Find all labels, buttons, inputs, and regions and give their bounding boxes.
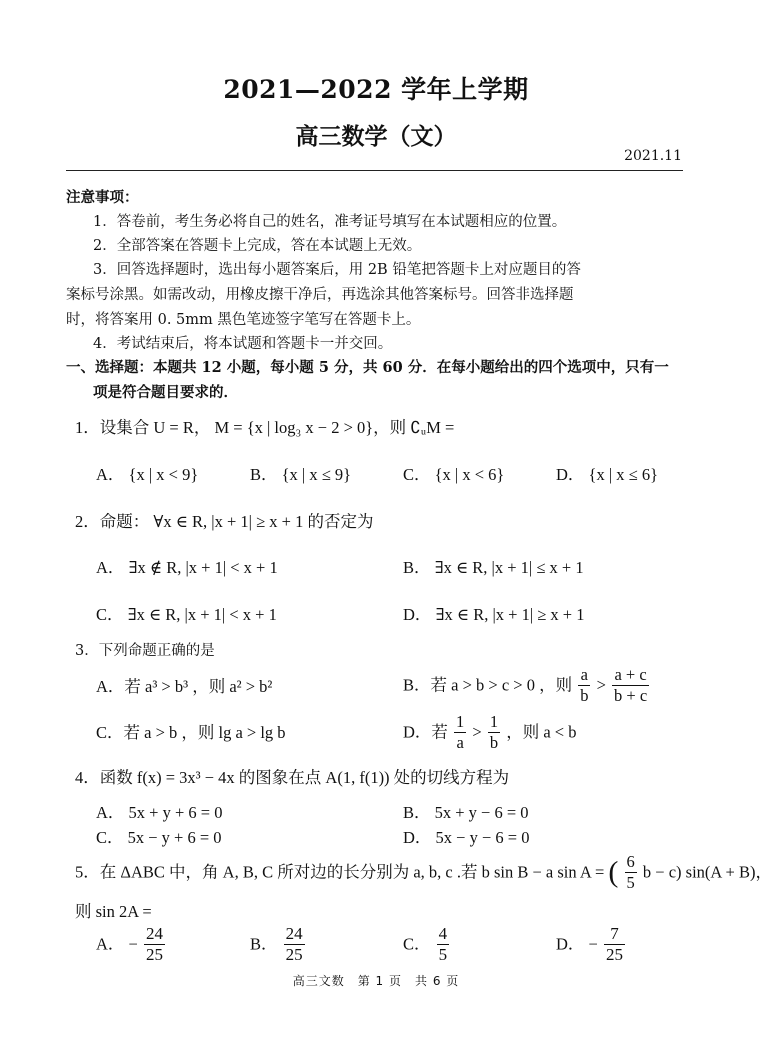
fraction-denominator: 25 xyxy=(145,945,163,964)
fraction-denominator: b + c xyxy=(614,686,648,705)
fraction-numerator: 24 xyxy=(285,924,303,943)
fraction-numerator: 1 xyxy=(456,712,465,731)
q3-option-b xyxy=(403,665,651,706)
q3-option-b-text: B．若 a > b > c > 0 ，则 xyxy=(403,675,573,695)
q5-option-c-fraction xyxy=(437,924,450,965)
q5-option-a-fraction xyxy=(144,924,165,965)
option-label: C． xyxy=(403,934,431,954)
fraction-numerator: 6 xyxy=(626,852,635,871)
exam-title: 2021—2022 学年上学期 xyxy=(223,75,529,104)
q5-option-d xyxy=(556,924,627,965)
q1-stem: 1．设集合 U = R， M = {x | log₃ x − 2 > 0}，则 ∁ᵤM = xyxy=(75,418,455,437)
q1-option-c: C． {x | x < 6} xyxy=(403,465,505,484)
option-label: D． xyxy=(556,934,585,954)
header-divider xyxy=(66,170,683,171)
q2-option-c: C． ∃x ∈ R, |x + 1| < x + 1 xyxy=(96,605,277,624)
q5-option-c xyxy=(403,924,451,965)
q5-stem xyxy=(75,852,772,893)
fraction-numerator: 1 xyxy=(489,712,499,731)
fraction-numerator: a + c xyxy=(612,665,649,686)
q4-option-a: A． 5x + y + 6 = 0 xyxy=(96,803,223,822)
page-footer: 高三文数 第 1 页 共 6 页 xyxy=(292,974,460,988)
q5-option-b xyxy=(250,924,307,965)
greater-than-sign: > xyxy=(596,675,606,695)
q4-stem: 4．函数 f(x) = 3x³ − 4x 的图象在点 A(1, f(1)) 处的切线方程为 xyxy=(75,768,510,787)
notice-item-3: 3．回答选择题时，选出每小题答案后，用 2B 铅笔把答题卡上对应题目的答 xyxy=(93,262,581,278)
notice-item-4: 4．考试结束后，将本试题和答题卡一并交回。 xyxy=(93,336,393,352)
option-label: A． xyxy=(96,934,125,954)
fraction-numerator: 4 xyxy=(438,924,448,943)
q2-stem: 2．命题： ∀x ∈ R, |x + 1| ≥ x + 1 的否定为 xyxy=(75,512,374,531)
minus-sign: − xyxy=(588,934,598,954)
q3-option-d-conclusion: ，则 a < b xyxy=(506,722,577,742)
exam-date: 2021.11 xyxy=(624,148,682,164)
open-paren: ( xyxy=(608,855,619,889)
minus-sign: − xyxy=(128,934,138,954)
q3-option-b-fraction-1 xyxy=(578,665,590,706)
q2-option-a: A． ∃x ∉ R, |x + 1| < x + 1 xyxy=(96,558,278,577)
q5-stem-tail: b − c) sin(A + B)， xyxy=(642,862,772,882)
fraction-denominator: b xyxy=(580,686,589,705)
q3-stem: 3．下列命题正确的是 xyxy=(75,643,215,659)
fraction-numerator: 24 xyxy=(145,924,163,943)
q5-stem-text: 5．在 ΔABC 中，角 A, B, C 所对边的长分别为 a, b, c .若 b sin B − a sin A = xyxy=(75,862,605,882)
q3-option-b-fraction-2 xyxy=(612,665,649,706)
notice-item-2: 2．全部答案在答题卡上完成，答在本试题上无效。 xyxy=(93,238,422,254)
notice-item-3-cont: 案标号涂黑。如需改动，用橡皮擦干净后，再选涂其他答案标号。回答非选择题 xyxy=(66,287,574,303)
q5-stem-line2: 则 sin 2A = xyxy=(75,902,152,921)
q3-option-d xyxy=(403,712,577,753)
q5-option-a xyxy=(96,924,167,965)
q5-stem-fraction xyxy=(625,852,637,893)
q4-option-c: C． 5x − y + 6 = 0 xyxy=(96,828,222,847)
fraction-numerator: a xyxy=(578,665,590,686)
option-label: B． xyxy=(250,934,278,954)
fraction-denominator: 25 xyxy=(285,945,303,964)
q2-option-d: D． ∃x ∈ R, |x + 1| ≥ x + 1 xyxy=(403,605,585,624)
fraction-denominator: 25 xyxy=(605,945,623,964)
fraction-denominator: b xyxy=(489,733,499,752)
q3-option-d-fraction-1 xyxy=(454,712,466,753)
notice-item-3-cont2: 时，将答案用 0. 5mm 黑色笔迹签字笔写在答题卡上。 xyxy=(66,312,421,328)
q4-option-d: D． 5x − y − 6 = 0 xyxy=(403,828,530,847)
exam-subtitle: 高三数学（文） xyxy=(295,123,457,150)
section-heading: 一、选择题：本题共 12 小题，每小题 5 分，共 60 分．在每小题给出的四个选项中，只有一 xyxy=(66,359,669,376)
fraction-denominator: a xyxy=(456,733,464,752)
q1-option-a: A． {x | x < 9} xyxy=(96,465,199,484)
q5-option-d-fraction xyxy=(604,924,625,965)
q3-option-d-text: D．若 xyxy=(403,722,448,742)
q3-option-d-fraction-2 xyxy=(488,712,500,753)
q2-option-b: B． ∃x ∈ R, |x + 1| ≤ x + 1 xyxy=(403,558,584,577)
q1-option-d: D． {x | x ≤ 6} xyxy=(556,465,658,484)
q4-option-b: B． 5x + y − 6 = 0 xyxy=(403,803,529,822)
q3-option-a: A．若 a³ > b³ ，则 a² > b² xyxy=(96,677,273,696)
fraction-denominator: 5 xyxy=(626,873,635,892)
greater-than-sign: > xyxy=(472,722,482,742)
fraction-denominator: 5 xyxy=(438,945,448,964)
q3-option-c: C．若 a > b ，则 lg a > lg b xyxy=(96,723,286,742)
notice-heading: 注意事项： xyxy=(66,189,139,206)
fraction-numerator: 7 xyxy=(604,924,625,945)
q1-option-b: B． {x | x ≤ 9} xyxy=(250,465,352,484)
q5-option-b-fraction xyxy=(284,924,305,965)
notice-item-1: 1．答卷前，考生务必将自己的姓名，准考证号填写在本试题相应的位置。 xyxy=(93,214,567,230)
section-heading-cont: 项是符合题目要求的． xyxy=(93,384,238,401)
